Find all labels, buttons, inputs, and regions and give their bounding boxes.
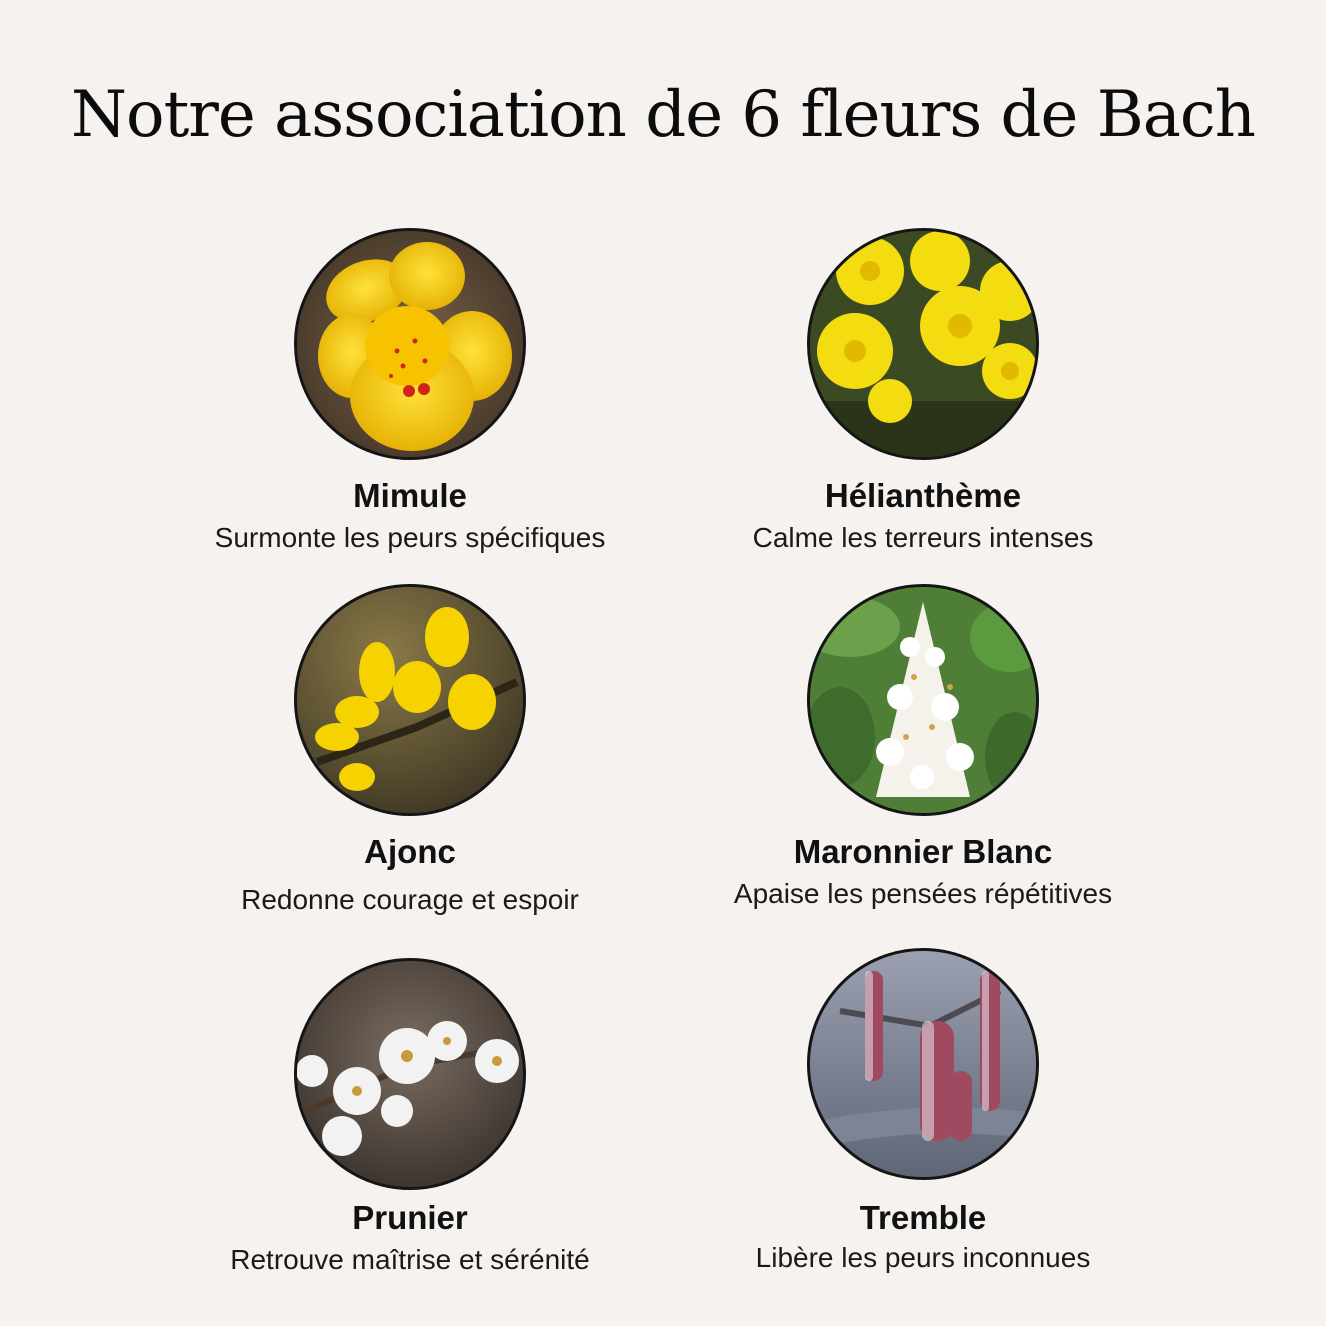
gorse-photo (294, 584, 526, 816)
page-title: Notre association de 6 fleurs de Bach (71, 78, 1255, 152)
aspen-photo (807, 948, 1039, 1180)
flower-name: Maronnier Blanc (793, 833, 1053, 870)
flower-description: Apaise les pensées répétitives (733, 878, 1113, 909)
flower-card-tremble (663, 948, 1183, 1288)
flower-description: Libère les peurs inconnues (755, 1242, 1091, 1273)
flower-card-ajonc (150, 584, 670, 924)
white-chestnut-photo (807, 584, 1039, 816)
flower-name: Hélianthème (824, 477, 1022, 514)
rock-rose-photo (807, 228, 1039, 460)
flower-card-helianthemum (663, 228, 1183, 568)
flower-description: Calme les terreurs intenses (752, 522, 1094, 553)
flower-description: Retrouve maîtrise et sérénité (230, 1244, 590, 1275)
flower-description: Surmonte les peurs spécifiques (214, 522, 606, 553)
flower-name: Ajonc (364, 833, 456, 870)
flower-card-prunier (150, 958, 670, 1288)
flower-name: Prunier (352, 1199, 468, 1236)
mimulus-photo (294, 228, 526, 460)
flower-name: Tremble (859, 1199, 987, 1236)
flower-card-maronnier-blanc (663, 584, 1183, 924)
flower-card-mimule (150, 228, 670, 568)
cherry-plum-photo (294, 958, 526, 1190)
flower-description: Redonne courage et espoir (241, 884, 579, 915)
flower-name: Mimule (353, 477, 467, 514)
